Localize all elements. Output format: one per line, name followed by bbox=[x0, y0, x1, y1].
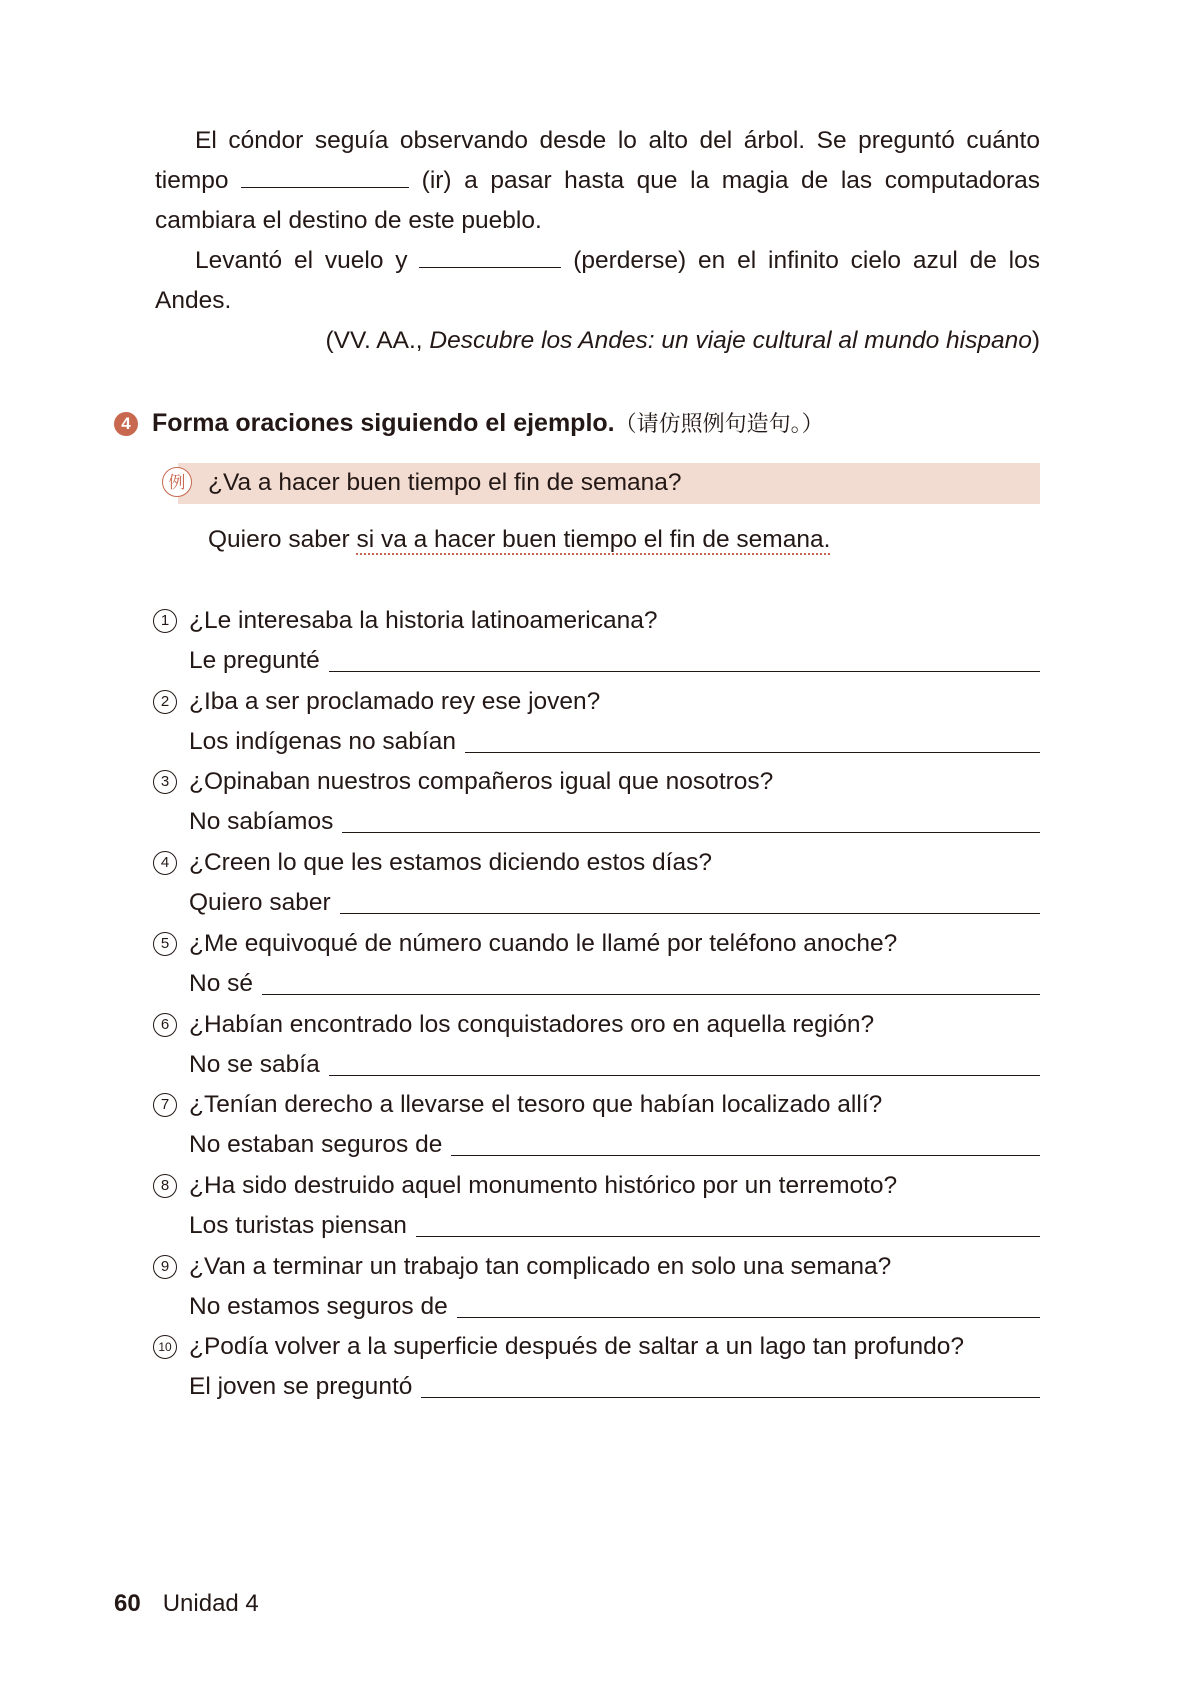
item-prompt: No se sabía bbox=[189, 1050, 320, 1078]
passage-line: cambiara el destino de este pueblo. bbox=[155, 207, 542, 234]
item-number: 4 bbox=[153, 851, 177, 875]
passage-line bbox=[155, 166, 1040, 196]
answer-line[interactable] bbox=[340, 913, 1040, 914]
exercise-title: Forma oraciones siguiendo el ejemplo. bbox=[152, 409, 615, 437]
item-number: 1 bbox=[153, 609, 177, 633]
item-answer bbox=[189, 888, 1040, 918]
exercise-heading bbox=[114, 407, 824, 438]
item-prompt: No estamos seguros de bbox=[189, 1292, 448, 1320]
item-prompt: Quiero saber bbox=[189, 889, 331, 917]
text: ) bbox=[1031, 327, 1040, 354]
text: Quiero saber bbox=[208, 526, 357, 553]
item-prompt: Le pregunté bbox=[189, 647, 320, 674]
text: (ir) a pasar hasta que la magia de las computadoras bbox=[421, 167, 1040, 194]
exercise-title-cn: （请仿照例句造句。） bbox=[614, 412, 824, 437]
fill-blank[interactable] bbox=[419, 247, 561, 268]
example-underlined: si va a hacer buen tiempo el fin de semana. bbox=[356, 526, 831, 553]
item-answer bbox=[189, 727, 1040, 757]
passage-line bbox=[195, 246, 1040, 276]
answer-line[interactable] bbox=[451, 1155, 1040, 1156]
answer-line[interactable] bbox=[329, 1075, 1040, 1076]
citation bbox=[325, 326, 1040, 356]
item-question: ¿Iba a ser proclamado rey ese joven? bbox=[189, 687, 601, 715]
example-icon: 例 bbox=[162, 467, 192, 497]
item-answer bbox=[189, 807, 1040, 837]
answer-line[interactable] bbox=[465, 752, 1040, 753]
item-question: ¿Creen lo que les estamos diciendo estos días? bbox=[189, 849, 712, 877]
item-number: 3 bbox=[153, 770, 177, 794]
item-answer bbox=[189, 969, 1040, 999]
item-answer bbox=[189, 1050, 1040, 1080]
item-number: 10 bbox=[153, 1335, 177, 1359]
item-prompt: No estaban seguros de bbox=[189, 1131, 443, 1159]
example-answer bbox=[208, 525, 830, 555]
example-question: ¿Va a hacer buen tiempo el fin de semana? bbox=[208, 469, 682, 496]
item-number: 7 bbox=[153, 1093, 177, 1117]
citation-author: (VV. AA., bbox=[325, 327, 430, 354]
passage-line: El cóndor seguía observando desde lo alto del árbol. Se preguntó cuánto bbox=[195, 127, 1040, 154]
item-prompt: El joven se preguntó bbox=[189, 1373, 413, 1401]
item-prompt: No sé bbox=[189, 969, 254, 997]
answer-line[interactable] bbox=[421, 1397, 1040, 1398]
page-number: 60 bbox=[114, 1590, 141, 1617]
item-number: 6 bbox=[153, 1013, 177, 1037]
item-question: ¿Habían encontrado los conquistadores oro en aquella región? bbox=[189, 1010, 875, 1038]
item-prompt: Los turistas piensan bbox=[189, 1211, 407, 1239]
answer-line[interactable] bbox=[329, 671, 1040, 672]
item-question: ¿Me equivoqué de número cuando le llamé por teléfono anoche? bbox=[189, 929, 898, 957]
citation-title: Descubre los Andes: un viaje cultural al mundo hispano bbox=[429, 327, 1032, 354]
item-question: ¿Tenían derecho a llevarse el tesoro que habían localizado allí? bbox=[189, 1091, 883, 1119]
item-answer bbox=[189, 1292, 1040, 1322]
fill-blank[interactable] bbox=[241, 167, 409, 188]
item-question: ¿Le interesaba la historia latinoamericana? bbox=[189, 607, 658, 634]
text: tiempo bbox=[155, 167, 229, 194]
answer-line[interactable] bbox=[416, 1236, 1040, 1237]
item-number: 9 bbox=[153, 1255, 177, 1279]
item-number: 2 bbox=[153, 690, 177, 714]
item-question: ¿Podía volver a la superficie después de saltar a un lago tan profundo? bbox=[189, 1333, 964, 1361]
item-answer bbox=[189, 646, 1040, 676]
item-prompt: No sabíamos bbox=[189, 808, 334, 836]
answer-line[interactable] bbox=[262, 994, 1040, 995]
item-answer bbox=[189, 1372, 1040, 1402]
unit-label: Unidad 4 bbox=[162, 1590, 259, 1617]
item-question: ¿Ha sido destruido aquel monumento histórico por un terremoto? bbox=[189, 1171, 898, 1199]
exercise-number-badge: 4 bbox=[114, 412, 138, 436]
item-question: ¿Opinaban nuestros compañeros igual que nosotros? bbox=[189, 768, 774, 796]
item-question: ¿Van a terminar un trabajo tan complicado en solo una semana? bbox=[189, 1252, 892, 1280]
item-prompt: Los indígenas no sabían bbox=[189, 727, 456, 755]
item-number: 8 bbox=[153, 1174, 177, 1198]
answer-line[interactable] bbox=[342, 832, 1040, 833]
text: Levantó el vuelo y bbox=[195, 247, 408, 274]
item-number: 5 bbox=[153, 932, 177, 956]
footer bbox=[114, 1590, 259, 1618]
text: (perderse) en el infinito cielo azul de los bbox=[573, 247, 1040, 274]
item-answer bbox=[189, 1130, 1040, 1160]
passage-line: Andes. bbox=[155, 287, 232, 314]
answer-line[interactable] bbox=[457, 1317, 1040, 1318]
item-answer bbox=[189, 1211, 1040, 1241]
